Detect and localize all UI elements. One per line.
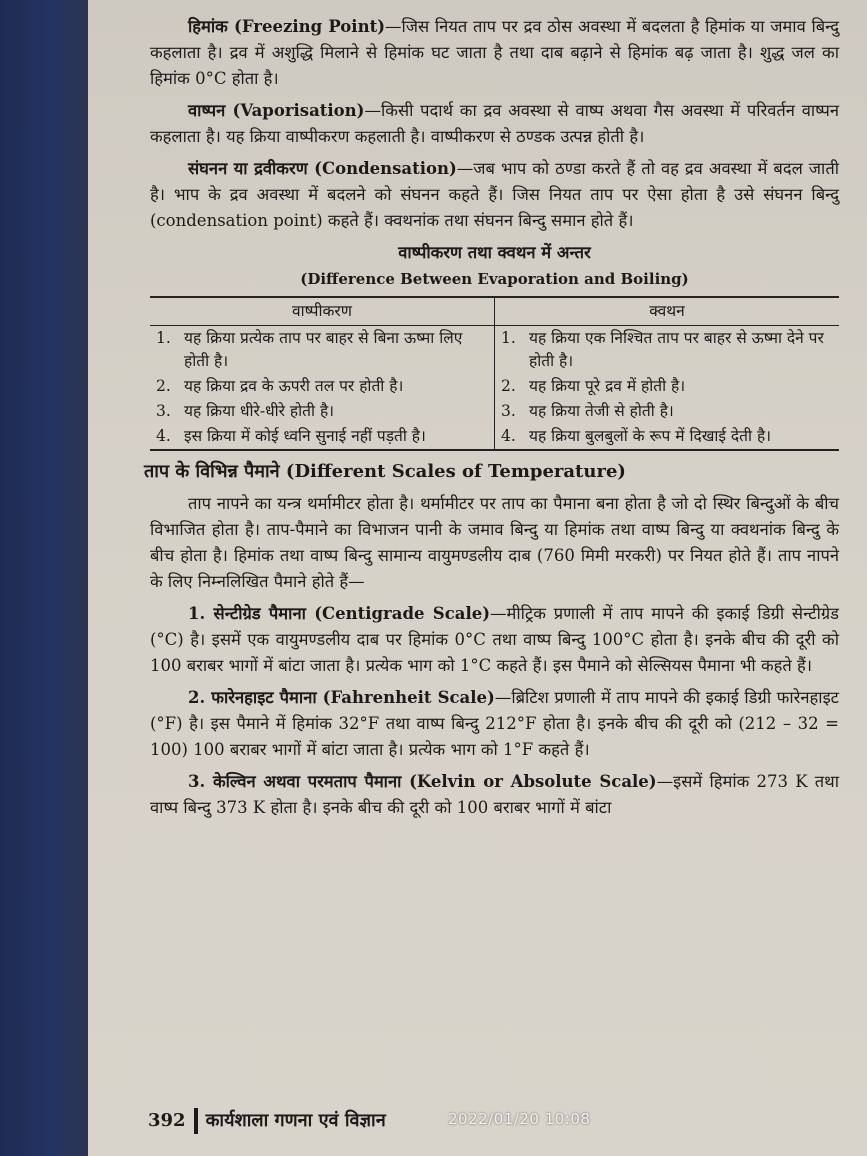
- item-text: यह क्रिया द्रव के ऊपरी तल पर होती है।: [184, 377, 404, 395]
- table-cell: [495, 374, 840, 399]
- paragraph-fahrenheit: [150, 685, 839, 763]
- table-cell: [150, 374, 495, 399]
- paragraph-kelvin: [150, 769, 839, 821]
- item-text: यह क्रिया बुलबुलों के रूप में दिखाई देती है।: [529, 427, 772, 445]
- table-cell: [150, 326, 495, 375]
- item-text: यह क्रिया पूरे द्रव में होती है।: [529, 377, 686, 395]
- book-title: कार्यशाला गणना एवं विज्ञान: [205, 1110, 386, 1131]
- table-row: [150, 374, 839, 399]
- item-number: 3.: [156, 402, 171, 420]
- term-kelvin: 3. केल्विन अथवा परमताप पैमाना (Kelvin or Absolute Scale): [188, 772, 657, 791]
- item-number: 4.: [156, 427, 171, 445]
- text-vaporisation: —किसी पदार्थ का द्रव अवस्था से वाष्प अथवा गैस अवस्था में परिवर्तन वाष्पन कहलाता है। यह क्रिया वाष्पीकरण कहलाती है। वाष्पीकरण से ठण्डक उत्पन्न होती है।: [150, 101, 839, 146]
- term-vaporisation: वाष्पन (Vaporisation): [188, 101, 365, 120]
- item-text: यह क्रिया धीरे-धीरे होती है।: [184, 402, 335, 420]
- paragraph-centigrade: [150, 601, 839, 679]
- table-cell: [495, 326, 840, 375]
- table-row: [150, 399, 839, 424]
- item-number: 1.: [501, 329, 516, 347]
- table-cell: [495, 399, 840, 424]
- term-fahrenheit: 2. फारेनहाइट पैमाना (Fahrenheit Scale): [188, 688, 495, 707]
- table-cell: [150, 399, 495, 424]
- item-text: यह क्रिया प्रत्येक ताप पर बाहर से बिना ऊष्मा लिए होती है।: [184, 329, 463, 370]
- text-freezing-point: —जिस नियत ताप पर द्रव ठोस अवस्था में बदलता है हिमांक या जमाव बिन्दु कहलाता है। द्रव में अशुद्धि मिलाने से हिमांक घट जाता है तथा दाब बढ़ाने से हिमांक बढ़ जाता है। शुद्ध जल का हिमांक 0°C होता है।: [150, 17, 840, 88]
- table-row: [150, 326, 839, 375]
- term-freezing-point: हिमांक (Freezing Point): [188, 17, 386, 36]
- item-number: 2.: [156, 377, 171, 395]
- item-number: 3.: [501, 402, 516, 420]
- item-number: 4.: [501, 427, 516, 445]
- paragraph-condensation: [150, 156, 839, 234]
- text-kelvin: —इसमें हिमांक 273 K तथा वाष्प बिन्दु 373 K होता है। इनके बीच की दूरी को 100 बराबर भागों में बांटा: [150, 772, 839, 817]
- term-centigrade: 1. सेन्टीग्रेड पैमाना (Centigrade Scale): [188, 604, 491, 623]
- item-text: इस क्रिया में कोई ध्वनि सुनाई नहीं पड़ती है।: [184, 427, 426, 445]
- paragraph-vaporisation: [150, 98, 839, 150]
- text-fahrenheit: —ब्रिटिश प्रणाली में ताप मापने की इकाई डिग्री फारेनहाइट (°F) है। इस पैमाने में हिमांक 32°F तथा वाष्प बिन्दु 212°F होता है। इनके बीच की दूरी को (212 – 32 = 100) 100 बराबर भागों में बांटा जाता है। प्रत्येक भाग को 1°F कहते हैं।: [150, 688, 839, 759]
- page-background-left: [0, 0, 90, 1156]
- table-title: वाष्पीकरण तथा क्वथन में अन्तर: [398, 243, 591, 262]
- text-condensation: —जब भाप को ठण्डा करते हैं तो वह द्रव अवस्था में बदल जाती है। भाप के द्रव अवस्था में बदलने को संघनन कहते हैं। जिस नियत ताप पर ऐसा होता है उसे संघनन बिन्दु (condensation point) कहते हैं। क्वथनांक तथा संघनन बिन्दु समान होते हैं।: [150, 159, 839, 230]
- table-cell: [495, 424, 840, 450]
- page-content: [144, 14, 840, 827]
- section-intro: ताप नापने का यन्त्र थर्मामीटर होता है। थर्मामीटर पर ताप का पैमाना बना होता है जो दो स्थिर बिन्दुओं के बीच विभाजित होता है। ताप-पैमाने का विभाजन पानी के जमाव बिन्दु या हिमांक तथा वाष्प बिन्दु या क्वथनांक बिन्दु के बीच होता है। हिमांक तथा वाष्प बिन्दु सामान्य वायुमण्डलीय दाब (760 मिमी मरकरी) पर नियत होते हैं। ताप नापने के लिए निम्नलिखित पैमाने होते हैं—: [150, 494, 839, 591]
- column-header-evaporation: वाष्पीकरण: [150, 297, 495, 326]
- comparison-table: [150, 296, 839, 451]
- book-page: [88, 0, 867, 1156]
- footer-divider: [194, 1108, 198, 1134]
- table-row: [150, 424, 839, 450]
- section-heading: ताप के विभिन्न पैमाने (Different Scales of Temperature): [144, 461, 626, 482]
- item-text: यह क्रिया तेजी से होती है।: [529, 402, 674, 420]
- table-subtitle: (Difference Between Evaporation and Boiling): [300, 270, 689, 288]
- text-centigrade: —मीट्रिक प्रणाली में ताप मापने की इकाई डिग्री सेन्टीग्रेड (°C) है। इसमें एक वायुमण्डलीय दाब पर हिमांक 0°C तथा वाष्प बिन्दु 100°C होता है। इनके बीच की दूरी को 100 बराबर भागों में बांटा जाता है। प्रत्येक भाग को 1°C कहते हैं। इस पैमाने को सेल्सियस पैमाना भी कहते हैं।: [150, 604, 839, 675]
- page-footer: [148, 1108, 386, 1134]
- page-number: 392: [148, 1110, 186, 1131]
- paragraph-freezing-point: [150, 14, 839, 92]
- item-text: यह क्रिया एक निश्चित ताप पर बाहर से ऊष्मा देने पर होती है।: [529, 329, 824, 370]
- term-condensation: संघनन या द्रवीकरण (Condensation): [188, 159, 457, 178]
- column-header-boiling: क्वथन: [495, 297, 840, 326]
- item-number: 2.: [501, 377, 516, 395]
- item-number: 1.: [156, 329, 171, 347]
- table-cell: [150, 424, 495, 450]
- photo-timestamp: 2022/01/20 10:08: [448, 1110, 591, 1128]
